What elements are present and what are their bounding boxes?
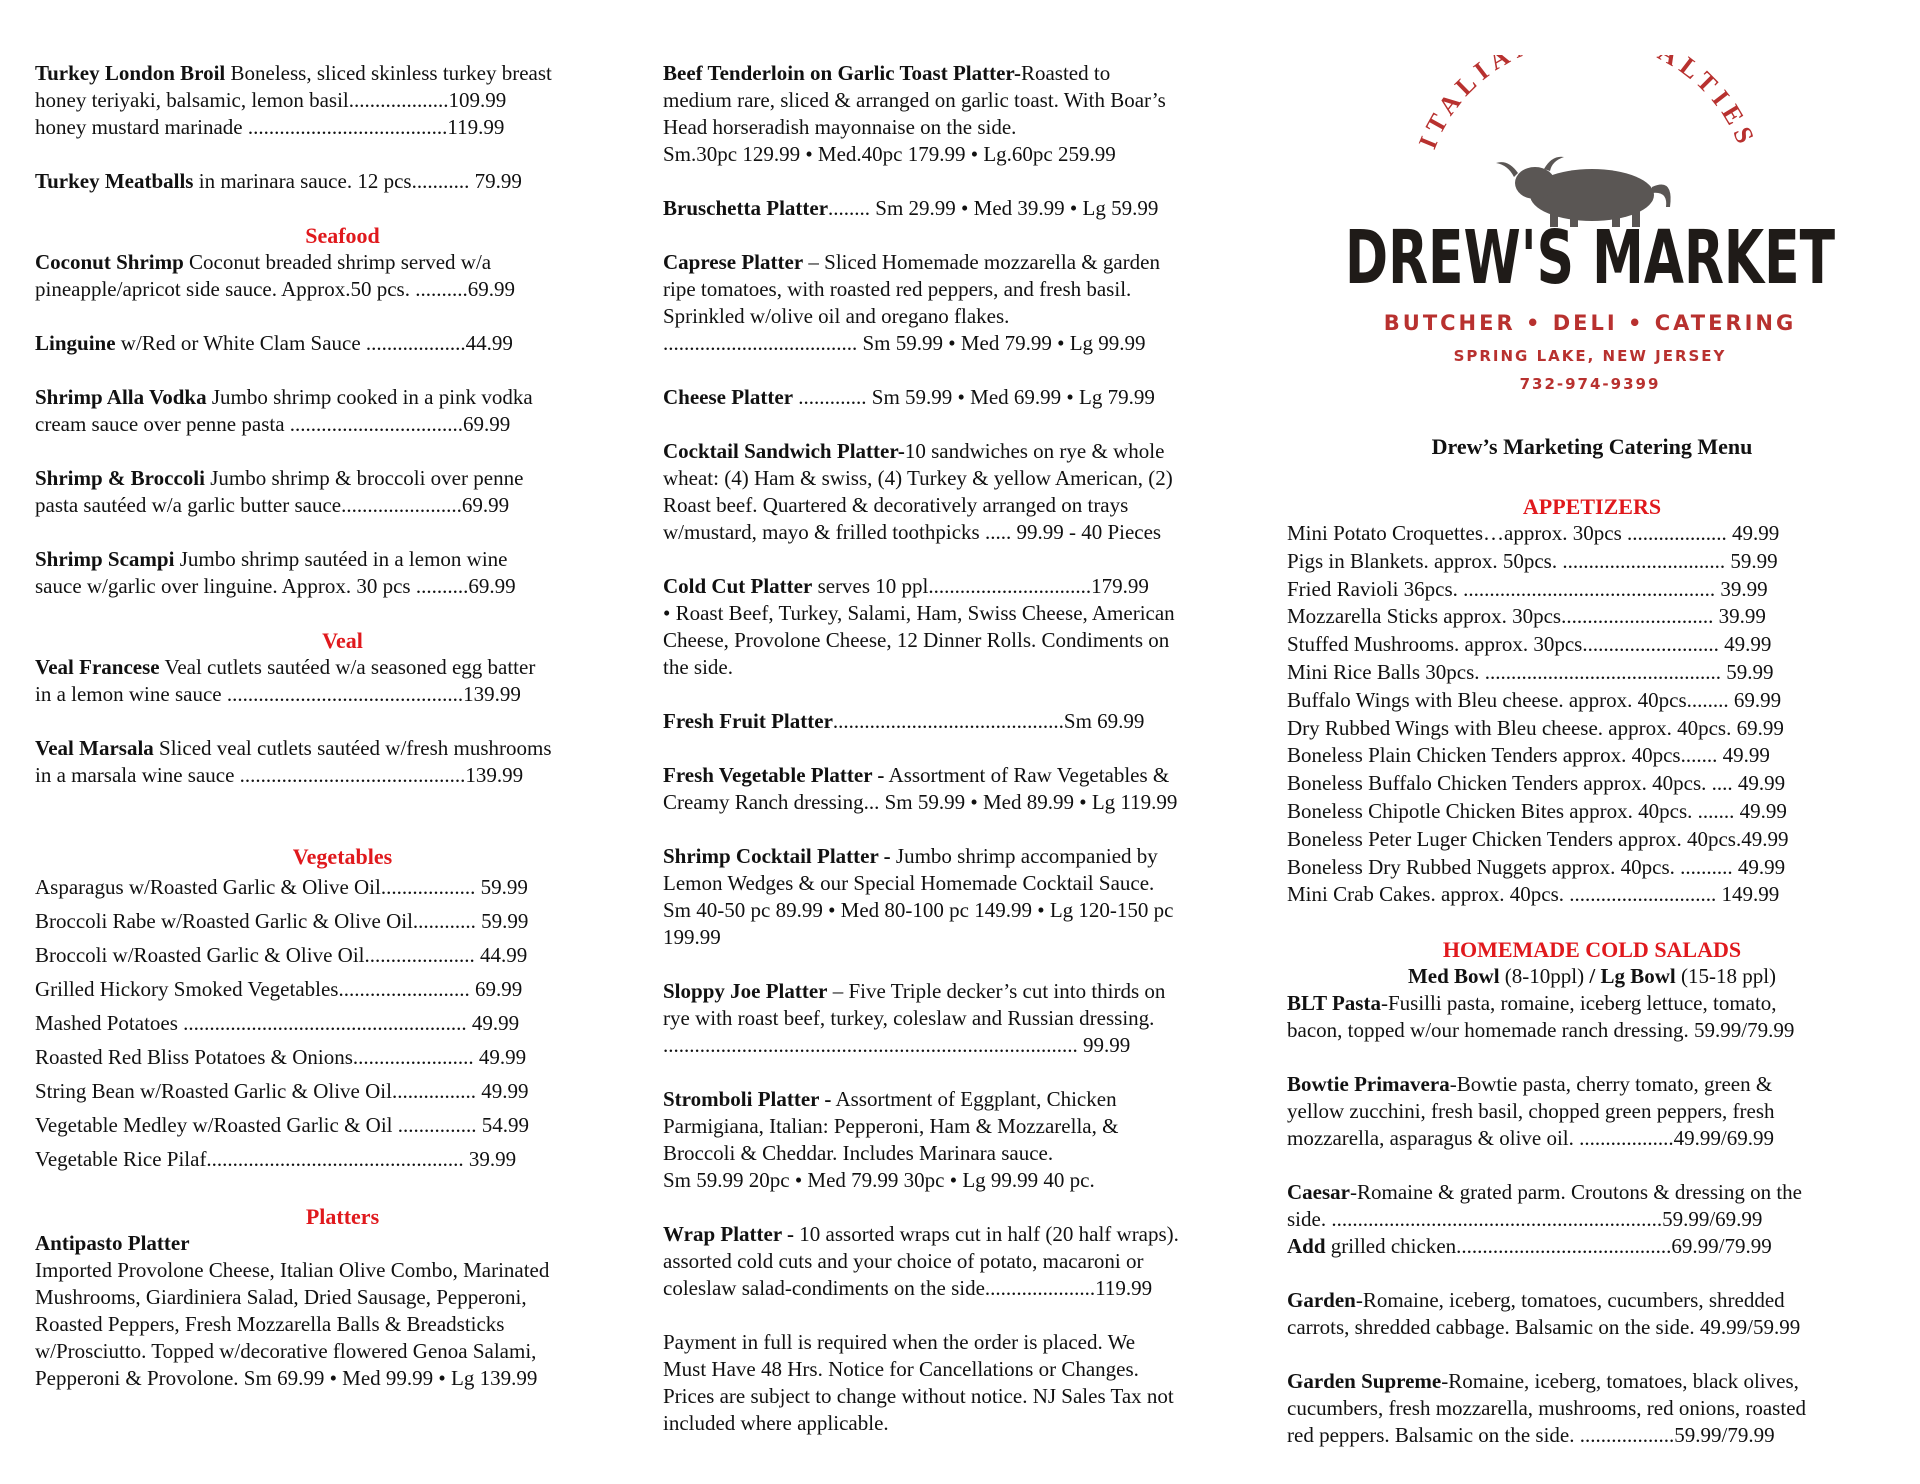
antipasto-line: Pepperoni & Provolone. Sm 69.99 • Med 99.99 • Lg 139.99 — [35, 1366, 538, 1390]
menu-item-text: Creamy Ranch dressing... Sm 59.99 • Med 89.99 • Lg 119.99 — [663, 790, 1178, 814]
menu-item-line — [663, 627, 1273, 654]
logo-tagline: BUTCHER • DELI • CATERING — [1383, 311, 1797, 335]
appetizers-heading: APPETIZERS — [1522, 494, 1662, 519]
menu-item-text: Lemon Wedges & our Special Homemade Cocktail Sauce. — [663, 871, 1155, 895]
antipasto-line: Roasted Peppers, Fresh Mozzarella Balls & Breadsticks — [35, 1312, 505, 1336]
appetizer-item: Stuffed Mushrooms. approx. 30pcs.......................... 49.99 — [1287, 632, 1772, 657]
spacer — [1287, 909, 1897, 936]
antipasto-title: Antipasto Platter — [35, 1231, 190, 1255]
menu-item-text: red peppers. Balsamic on the side. ..................59.99/79.99 — [1287, 1423, 1775, 1448]
veal-section — [35, 654, 650, 789]
menu-item-line — [35, 411, 650, 438]
menu-item-name: Stromboli Platter - — [663, 1087, 832, 1111]
menu-item-name: Cold Cut Platter — [663, 574, 813, 598]
menu-item-line — [35, 573, 650, 600]
menu-item-line — [663, 1113, 1273, 1140]
menu-item-name: Add — [1287, 1234, 1326, 1259]
menu-item-text: carrots, shredded cabbage. Balsamic on the side. 49.99/59.99 — [1287, 1315, 1801, 1340]
menu-item-line — [35, 249, 650, 276]
menu-item-text: Must Have 48 Hrs. Notice for Cancellations or Changes. — [663, 1357, 1139, 1381]
menu-item-text: the side. — [663, 655, 733, 679]
menu-item-text: medium rare, sliced & arranged on garlic toast. With Boar’s — [663, 88, 1166, 112]
menu-item-text: mozzarella, asparagus & olive oil. ..................49.99/69.99 — [1287, 1126, 1774, 1151]
menu-item-line — [35, 330, 650, 357]
menu-item-text: Prices are subject to change without notice. NJ Sales Tax not — [663, 1384, 1174, 1408]
menu-item-name: Coconut Shrimp — [35, 250, 184, 274]
menu-item-text: serves 10 ppl...............................179.99 — [812, 574, 1149, 598]
menu-item-name: Bowtie Primavera — [1287, 1072, 1450, 1097]
appetizer-item: Mini Crab Cakes. approx. 40pcs. ............................ 149.99 — [1287, 882, 1780, 907]
menu-item-line — [663, 1356, 1273, 1383]
antipasto-line: Imported Provolone Cheese, Italian Olive Combo, Marinated — [35, 1258, 550, 1282]
platters-heading: Platters — [305, 1204, 380, 1229]
menu-item-line — [663, 654, 1273, 681]
menu-item-line — [663, 1410, 1273, 1437]
menu-item-line — [663, 762, 1273, 789]
menu-item-text: Sliced veal cutlets sautéed w/fresh mushrooms — [153, 736, 552, 760]
top-items — [35, 60, 650, 195]
menu-item-text: w/mustard, mayo & frilled toothpicks ..... 99.99 - 40 Pieces — [663, 520, 1162, 544]
menu-item-line — [663, 60, 1273, 87]
menu-item — [663, 1086, 1273, 1194]
bowl-separator: / — [1589, 964, 1596, 989]
menu-item — [35, 735, 650, 789]
menu-item-line — [663, 303, 1273, 330]
menu-item-name: Turkey London Broil — [35, 61, 226, 85]
menu-item-line — [35, 492, 650, 519]
menu-item-line — [1287, 1395, 1897, 1422]
menu-item — [35, 654, 650, 708]
menu-item-line — [35, 384, 650, 411]
menu-item-line — [663, 1329, 1273, 1356]
menu-item — [35, 168, 650, 195]
menu-item — [663, 978, 1273, 1059]
menu-item-text: Coconut breaded shrimp served w/a — [183, 250, 492, 274]
menu-item-line — [35, 762, 650, 789]
menu-item — [663, 762, 1273, 816]
menu-item-line — [663, 492, 1273, 519]
menu-item-line — [663, 1140, 1273, 1167]
menu-item — [663, 1221, 1273, 1302]
appetizer-item: Boneless Buffalo Chicken Tenders approx. 40pcs. .... 49.99 — [1287, 771, 1786, 796]
menu-item — [1287, 1071, 1897, 1152]
menu-item-line — [663, 1248, 1273, 1275]
menu-item-text: Assortment of Eggplant, Chicken — [831, 1087, 1117, 1111]
menu-item-name: Veal Marsala — [35, 736, 154, 760]
menu-item — [35, 249, 650, 303]
menu-item — [35, 384, 650, 438]
menu-item-text: -Romaine, iceberg, tomatoes, cucumbers, shredded — [1355, 1288, 1785, 1313]
appetizer-item: Mozzarella Sticks approx. 30pcs............................. 39.99 — [1287, 604, 1766, 629]
lg-bowl-ppl: (15-18 ppl) — [1675, 964, 1777, 989]
menu-item-text: Roast beef. Quartered & decoratively arranged on trays — [663, 493, 1129, 517]
antipasto-line: Mushrooms, Giardiniera Salad, Dried Sausage, Pepperoni, — [35, 1285, 527, 1309]
menu-item-line — [663, 1275, 1273, 1302]
menu-item-text: in a marsala wine sauce ...........................................139.99 — [35, 763, 524, 787]
menu-item — [663, 195, 1273, 222]
menu-item-line — [35, 87, 650, 114]
menu-item-line — [663, 1005, 1273, 1032]
menu-item-line — [663, 1032, 1273, 1059]
menu-item-name: Caesar — [1287, 1180, 1350, 1205]
menu-item-text: Jumbo shrimp sautéed in a lemon wine — [174, 547, 508, 571]
menu-item-name: Veal Francese — [35, 655, 160, 679]
menu-item-text: honey teriyaki, balsamic, lemon basil...................109.99 — [35, 88, 507, 112]
menu-item — [35, 60, 650, 141]
menu-item-text: pasta sautéed w/a garlic butter sauce.......................69.99 — [35, 493, 510, 517]
menu-item — [663, 1329, 1273, 1437]
menu-item-name: Cheese Platter — [663, 385, 794, 409]
menu-item-text: – Sliced Homemade mozzarella & garden — [803, 250, 1160, 274]
appetizer-item: Fried Ravioli 36pcs. ................................................ 39.99 — [1287, 576, 1768, 601]
menu-title: Drew’s Marketing Catering Menu — [1431, 434, 1753, 459]
appetizer-item: Mini Potato Croquettes…approx. 30pcs ................... 49.99 — [1287, 521, 1780, 545]
menu-item-text: assorted cold cuts and your choice of potato, macaroni or — [663, 1249, 1144, 1273]
vegetable-item: Broccoli Rabe w/Roasted Garlic & Olive Oil............ 59.99 — [35, 909, 529, 933]
menu-item-text: grilled chicken.........................................69.99/79.99 — [1325, 1234, 1772, 1259]
menu-item-line — [1287, 1017, 1897, 1044]
menu-item-text: -Romaine, iceberg, tomatoes, black olives, — [1441, 1369, 1799, 1394]
menu-item-line — [663, 87, 1273, 114]
menu-item-line — [663, 330, 1273, 357]
menu-item-text: • Roast Beef, Turkey, Salami, Ham, Swiss Cheese, American — [663, 601, 1175, 625]
column-right — [1287, 493, 1897, 1476]
menu-item-line — [663, 519, 1273, 546]
menu-item-text: cream sauce over penne pasta .................................69.99 — [35, 412, 511, 436]
menu-item-text: Jumbo shrimp & broccoli over penne — [204, 466, 524, 490]
menu-item-line — [663, 438, 1273, 465]
menu-item-line — [663, 843, 1273, 870]
appetizer-item: Boneless Chipotle Chicken Bites approx. 40pcs. ....... 49.99 — [1287, 798, 1787, 823]
salads-heading: HOMEMADE COLD SALADS — [1442, 937, 1742, 963]
menu-item — [663, 438, 1273, 546]
menu-item — [35, 465, 650, 519]
menu-item-text: ........ Sm 29.99 • Med 39.99 • Lg 59.99 — [828, 196, 1159, 220]
menu-item-text: Boneless, sliced skinless turkey breast — [225, 61, 552, 85]
menu-item-line — [1287, 990, 1897, 1017]
menu-item-line — [35, 60, 650, 87]
menu-item-line — [663, 465, 1273, 492]
menu-item-line — [663, 1383, 1273, 1410]
menu-item-text: – Five Triple decker’s cut into thirds on — [827, 979, 1166, 1003]
vegetable-item: Grilled Hickory Smoked Vegetables......................... 69.99 — [35, 977, 523, 1001]
menu-item-line — [663, 249, 1273, 276]
antipasto-line: w/Prosciutto. Topped w/decorative flowered Genoa Salami, — [35, 1339, 537, 1363]
vegetable-item: String Bean w/Roasted Garlic & Olive Oil................ 49.99 — [35, 1079, 529, 1103]
drews-market-logo — [1330, 55, 1850, 400]
menu-item-name: Shrimp Cocktail Platter - — [663, 844, 891, 868]
menu-item-line — [1287, 1206, 1897, 1233]
appetizer-item: Boneless Plain Chicken Tenders approx. 40pcs....... 49.99 — [1287, 743, 1770, 768]
menu-item-text: -Bowtie pasta, cherry tomato, green & — [1449, 1072, 1773, 1097]
menu-item-line — [663, 195, 1273, 222]
menu-item-name: Bruschetta Platter — [663, 196, 829, 220]
seafood-section — [35, 249, 650, 600]
lg-bowl-label: Lg Bowl — [1595, 964, 1676, 989]
menu-item-text: included where applicable. — [663, 1411, 889, 1435]
menu-item-line — [663, 870, 1273, 897]
menu-item-line — [1287, 1233, 1897, 1260]
menu-item-line — [35, 276, 650, 303]
menu-item-name: Fresh Vegetable Platter - — [663, 763, 885, 787]
menu-item-text: pineapple/apricot side sauce. Approx.50 pcs. ..........69.99 — [35, 277, 515, 301]
menu-item-text: ..................................... Sm 59.99 • Med 79.99 • Lg 99.99 — [663, 331, 1146, 355]
menu-item — [663, 573, 1273, 681]
menu-item-line — [1287, 1287, 1897, 1314]
menu-item-name: BLT Pasta — [1287, 991, 1381, 1016]
menu-item-text: 10 sandwiches on rye & whole — [904, 439, 1165, 463]
menu-item-line — [1287, 1422, 1897, 1449]
menu-item-line — [1287, 1071, 1897, 1098]
menu-item-name: Shrimp Alla Vodka — [35, 385, 207, 409]
spacer — [35, 1176, 650, 1203]
menu-item-name: Garden — [1287, 1288, 1356, 1313]
menu-item-text: w/Red or White Clam Sauce ...................44.99 — [115, 331, 513, 355]
menu-item-line — [663, 573, 1273, 600]
menu-item — [1287, 990, 1897, 1044]
menu-item-line — [35, 654, 650, 681]
menu-item — [663, 384, 1273, 411]
menu-item-text: -Romaine & grated parm. Croutons & dressing on the — [1349, 1180, 1802, 1205]
menu-item-line — [663, 276, 1273, 303]
appetizer-item: Dry Rubbed Wings with Bleu cheese. approx. 40pcs. 69.99 — [1287, 715, 1784, 740]
menu-item-text: in a lemon wine sauce .............................................139.99 — [35, 682, 521, 706]
menu-item-name: Fresh Fruit Platter — [663, 709, 833, 733]
logo-name: DREW'S MARKET — [1345, 215, 1836, 301]
appetizer-item: Boneless Peter Luger Chicken Tenders approx. 40pcs.49.99 — [1287, 826, 1789, 851]
menu-item-line — [1287, 1368, 1897, 1395]
menu-item-text: 10 assorted wraps cut in half (20 half wraps). — [794, 1222, 1179, 1246]
menu-item-text: Cheese, Provolone Cheese, 12 Dinner Rolls. Condiments on — [663, 628, 1170, 652]
menu-item-text: coleslaw salad-condiments on the side.....................119.99 — [663, 1276, 1153, 1300]
menu-item-line — [663, 114, 1273, 141]
menu-item-line — [663, 924, 1273, 951]
menu-item-name: Turkey Meatballs — [35, 169, 194, 193]
menu-item-text: Payment in full is required when the order is placed. We — [663, 1330, 1136, 1354]
menu-item-text: -Fusilli pasta, romaine, iceberg lettuce, tomato, — [1380, 991, 1777, 1016]
bowl-size-line — [1287, 963, 1897, 990]
menu-item-text: Head horseradish mayonnaise on the side. — [663, 115, 1017, 139]
menu-item-text: sauce w/garlic over linguine. Approx. 30 pcs ..........69.99 — [35, 574, 516, 598]
menu-item-name: Cocktail Sandwich Platter- — [663, 439, 905, 463]
vegetable-item: Roasted Red Bliss Potatoes & Onions....................... 49.99 — [35, 1045, 527, 1069]
appetizers-list — [1287, 520, 1897, 909]
vegetable-item: Mashed Potatoes ...................................................... 49.99 — [35, 1011, 520, 1035]
menu-item-name: Wrap Platter - — [663, 1222, 795, 1246]
menu-item-text: Broccoli & Cheddar. Includes Marinara sauce. — [663, 1141, 1054, 1165]
appetizer-item: Buffalo Wings with Bleu cheese. approx. 40pcs........ 69.99 — [1287, 687, 1782, 712]
menu-item-name: Sloppy Joe Platter — [663, 979, 828, 1003]
menu-item-line — [663, 1221, 1273, 1248]
menu-item — [1287, 1368, 1897, 1449]
menu-item-text: Parmigiana, Italian: Pepperoni, Ham & Mozzarella, & — [663, 1114, 1119, 1138]
menu-item-line — [35, 168, 650, 195]
veal-heading: Veal — [322, 628, 363, 653]
menu-item-text: Sprinkled w/olive oil and oregano flakes. — [663, 304, 1010, 328]
menu-item — [35, 546, 650, 600]
menu-item-text: Sm 59.99 20pc • Med 79.99 30pc • Lg 99.99 40 pc. — [663, 1168, 1095, 1192]
menu-item-line — [1287, 1179, 1897, 1206]
menu-item-text: wheat: (4) Ham & swiss, (4) Turkey & yellow American, (2) — [663, 466, 1173, 490]
menu-item-text: ripe tomatoes, with roasted red peppers, and fresh basil. — [663, 277, 1132, 301]
appetizer-item: Boneless Dry Rubbed Nuggets approx. 40pcs. .......... 49.99 — [1287, 854, 1786, 879]
menu-item-line — [663, 1086, 1273, 1113]
appetizer-item: Mini Rice Balls 30pcs. ............................................. 59.99 — [1287, 659, 1774, 684]
menu-item-line — [663, 789, 1273, 816]
menu-item-line — [663, 708, 1273, 735]
appetizer-item: Pigs in Blankets. approx. 50pcs. ............................... 59.99 — [1287, 548, 1778, 573]
menu-item-text: Jumbo shrimp cooked in a pink vodka — [206, 385, 533, 409]
menu-item-line — [663, 600, 1273, 627]
menu-item-text: yellow zucchini, fresh basil, chopped green peppers, fresh — [1287, 1099, 1775, 1124]
menu-item-text: cucumbers, fresh mozzarella, mushrooms, red onions, roasted — [1287, 1396, 1807, 1421]
menu-item-line — [663, 1167, 1273, 1194]
menu-item — [663, 843, 1273, 951]
menu-item-name: Shrimp Scampi — [35, 547, 175, 571]
med-bowl-label: Med Bowl — [1407, 964, 1500, 989]
med-bowl-ppl: (8-10ppl) — [1499, 964, 1590, 989]
menu-item-name: Garden Supreme — [1287, 1369, 1442, 1394]
menu-item-text: ............. Sm 59.99 • Med 69.99 • Lg 79.99 — [793, 385, 1155, 409]
menu-item-line — [663, 897, 1273, 924]
menu-item-line — [1287, 1125, 1897, 1152]
menu-item-text: Jumbo shrimp accompanied by — [890, 844, 1158, 868]
logo-arc-text: ITALIA ALTIES — [1412, 55, 1763, 153]
menu-item-line — [35, 114, 650, 141]
antipasto-description — [35, 1257, 650, 1392]
vegetable-item: Vegetable Rice Pilaf................................................. 39.99 — [35, 1147, 517, 1171]
menu-item-line — [663, 141, 1273, 168]
menu-item-text: in marinara sauce. 12 pcs........... 79.99 — [193, 169, 522, 193]
vegetables-list — [35, 870, 650, 1176]
salads-section — [1287, 990, 1897, 1449]
menu-item-text: ............................................................................... 99.99 — [663, 1033, 1131, 1057]
menu-item-line — [35, 681, 650, 708]
menu-item-text: side. ...............................................................59.99/69.99 — [1287, 1207, 1763, 1232]
menu-item-text: bacon, topped w/our homemade ranch dressing. 59.99/79.99 — [1287, 1018, 1795, 1043]
menu-item — [663, 60, 1273, 168]
vegetable-item: Broccoli w/Roasted Garlic & Olive Oil..................... 44.99 — [35, 943, 528, 967]
logo-phone: 732-974-9399 — [1519, 375, 1661, 393]
menu-item-line — [663, 384, 1273, 411]
menu-item — [1287, 1287, 1897, 1341]
menu-item-line — [35, 735, 650, 762]
menu-item-name: Shrimp & Broccoli — [35, 466, 205, 490]
menu-item-text: honey mustard marinade ......................................119.99 — [35, 115, 505, 139]
menu-item-text: 199.99 — [663, 925, 721, 949]
menu-item-text: Roasted to — [1020, 61, 1111, 85]
seafood-heading: Seafood — [305, 223, 380, 248]
logo-location: SPRING LAKE, NEW JERSEY — [1453, 347, 1727, 365]
menu-item-line — [35, 465, 650, 492]
logo-graphic — [1330, 55, 1850, 400]
vegetables-heading: Vegetables — [292, 844, 393, 869]
menu-item-name: Beef Tenderloin on Garlic Toast Platter- — [663, 61, 1021, 85]
menu-item-name: Linguine — [35, 331, 116, 355]
menu-item-text: Sm 40-50 pc 89.99 • Med 80-100 pc 149.99 • Lg 120-150 pc — [663, 898, 1174, 922]
menu-item-line — [1287, 1314, 1897, 1341]
menu-item — [663, 708, 1273, 735]
menu-item-line — [35, 546, 650, 573]
menu-item-line — [1287, 1098, 1897, 1125]
spacer — [35, 816, 650, 843]
menu-item — [1287, 1179, 1897, 1260]
menu-item-name: Caprese Platter — [663, 250, 804, 274]
column-left — [35, 60, 650, 1392]
menu-item-line — [663, 978, 1273, 1005]
vegetable-item: Asparagus w/Roasted Garlic & Olive Oil.................. 59.99 — [35, 875, 528, 899]
platter-items — [663, 60, 1273, 1437]
menu-item-text: ............................................Sm 69.99 — [832, 709, 1145, 733]
menu-item-text: rye with roast beef, turkey, coleslaw and Russian dressing. — [663, 1006, 1155, 1030]
vegetable-item: Vegetable Medley w/Roasted Garlic & Oil ............... 54.99 — [35, 1113, 529, 1137]
menu-item-text: Sm.30pc 129.99 • Med.40pc 179.99 • Lg.60pc 259.99 — [663, 142, 1116, 166]
menu-item-text: Veal cutlets sautéed w/a seasoned egg batter — [159, 655, 536, 679]
menu-item — [663, 249, 1273, 357]
menu-item — [35, 330, 650, 357]
menu-item-text: Assortment of Raw Vegetables & — [884, 763, 1170, 787]
column-middle — [663, 60, 1273, 1464]
